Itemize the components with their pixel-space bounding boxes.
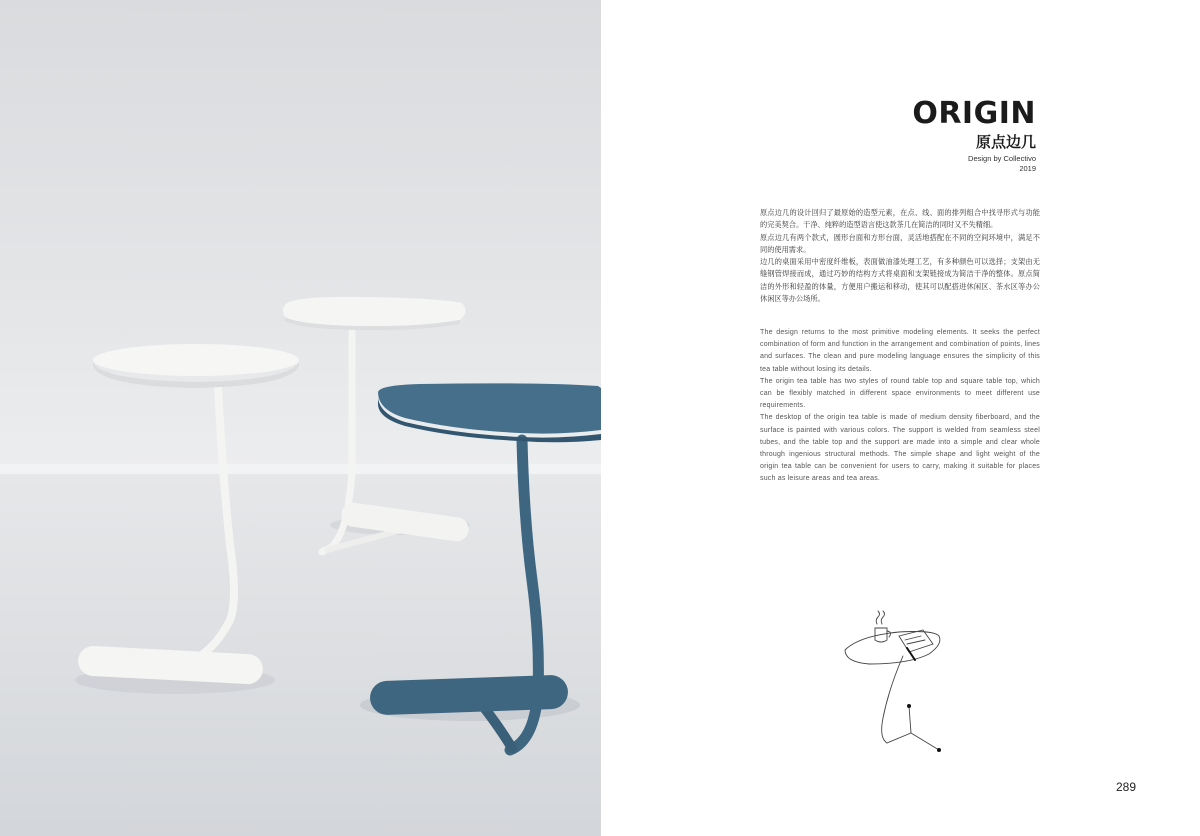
description-en-paragraph: The origin tea table has two styles of round table top and square table top, which can be flexibly matched in different space environments to meet different use requirements. (760, 377, 1040, 410)
description-english (760, 327, 1040, 486)
designer-name: Design by Collectivo (968, 154, 1036, 163)
wall-baseboard (0, 464, 601, 474)
description-chinese (760, 207, 1040, 305)
text-page (601, 0, 1200, 836)
description-en-paragraph: The design returns to the most primitive modeling elements. It seeks the perfect combination of form and function in the arrangement and combination of points, lines and surfaces. The clean and pure modeling language ensures the simplicity of this tea table without losing its details. (760, 329, 1040, 373)
description-en-paragraph: The desktop of the origin tea table is made of medium density fiberboard, and the surface is painted with various colors. The support is welded from seamless steel tubes, and the table top and the support are made into a simple and clear whole through ingenious structural methods. The simple shape and light weight of the origin tea table can be convenient for users to carry, making it suitable for places such as leisure areas and tea areas. (760, 414, 1040, 483)
white-table-round (77, 344, 299, 685)
product-title-cn: 原点边几 (975, 133, 1036, 151)
design-year: 2019 (1019, 164, 1036, 173)
table-sketch-illustration (839, 608, 949, 758)
description-cn-paragraph: 原点边几的设计回归了最原始的造型元素，在点、线、面的排列组合中找寻形式与功能的完美契合。干净、纯粹的造型语言使这款茶几在简洁的同时又不失精细。 (760, 208, 1040, 230)
product-title: ORIGIN (912, 96, 1036, 131)
page-number: 289 (1116, 780, 1137, 794)
designer-credit (968, 154, 1036, 174)
description-cn-paragraph: 原点边几有两个款式，圆形台面和方形台面，灵活地搭配在不同的空间环境中，满足不同的使用需求。 (760, 232, 1040, 254)
description-cn-paragraph: 边几的桌面采用中密度纤维板，表面做油漆处理工艺，有多种颜色可以选择；支架由无缝钢管焊接而成，通过巧妙的结构方式将桌面和支架链接成为简洁干净的整体。原点简洁的外形和轻盈的体量，方便用户搬运和移动，使其可以配搭进休闲区、茶水区等办公休闲区等办公场所。 (760, 257, 1040, 304)
blue-table (369, 383, 601, 750)
